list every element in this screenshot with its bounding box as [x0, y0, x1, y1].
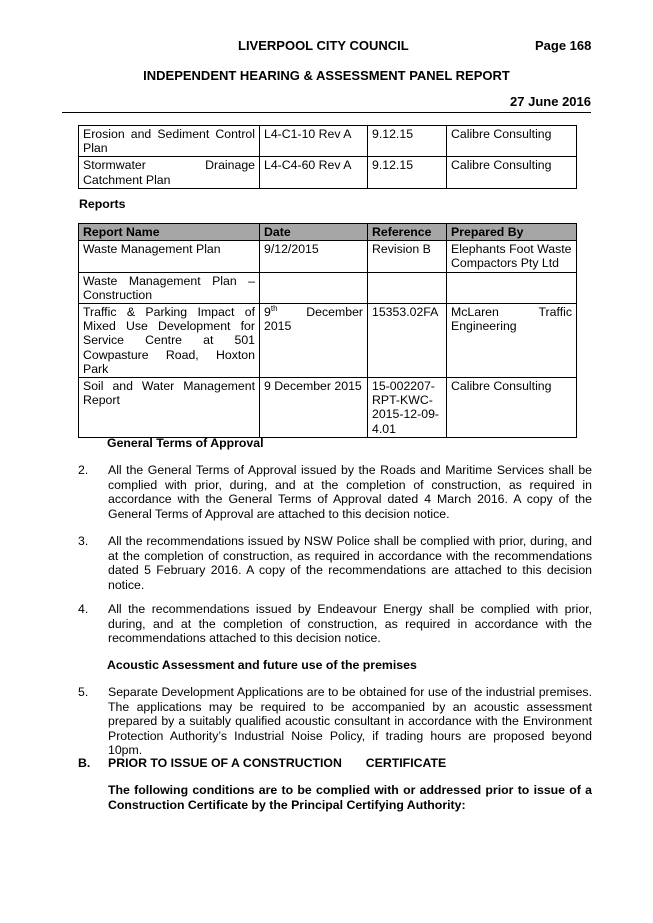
column-header: Report Name: [79, 224, 260, 241]
table-row: [79, 378, 577, 438]
drawing-date: 9.12.15: [368, 126, 447, 157]
condition-number: 4.: [78, 602, 89, 616]
drawing-ref: L4-C1-10 Rev A: [260, 126, 368, 157]
report-reference: [368, 272, 447, 303]
report-date: [260, 272, 368, 303]
table-row: [79, 126, 577, 157]
condition-item: [78, 534, 592, 592]
condition-text: Separate Development Applications are to be obtained for use of the industrial premises. The applications may be required to be accompanied by an acoustic assessment prepared by a suitably qualified acoustic consultant in accordance with the Environment Protection Authority’s Industrial Noise Policy, if trading hours are proposed beyond 10pm.: [108, 685, 592, 757]
report-prepared-by: Calibre Consulting: [447, 378, 577, 438]
section-intro: The following conditions are to be complied with or addressed prior to issue of a Construction Certificate by the Principal Certifying Authority:: [108, 783, 592, 812]
condition-number: 3.: [78, 534, 89, 548]
report-date-day: 9: [264, 305, 271, 320]
report-date: 9 December 2015: [260, 378, 368, 438]
condition-number: 2.: [78, 463, 89, 477]
acoustic-heading: Acoustic Assessment and future use of the premises: [107, 658, 417, 672]
drawing-prepared-by: Calibre Consulting: [447, 157, 577, 188]
column-header: Reference: [368, 224, 447, 241]
table-header-row: [79, 224, 577, 241]
report-prepared-by: Elephants Foot Waste Compactors Pty Ltd: [447, 241, 577, 272]
report-name: Waste Management Plan: [79, 241, 260, 272]
condition-text: All the recommendations issued by Endeavour Energy shall be complied with prior, during, and at the completion of construction, as required in accordance with the recommendations attached to this decision notice.: [108, 602, 592, 645]
report-name: Soil and Water Management Report: [79, 378, 260, 438]
council-name: LIVERPOOL CITY COUNCIL: [238, 38, 409, 53]
condition-number: 5.: [78, 685, 89, 699]
condition-item: [78, 602, 592, 646]
condition-item: [78, 685, 592, 758]
general-terms-heading: General Terms of Approval: [107, 436, 264, 450]
report-date: 9/12/2015: [260, 241, 368, 272]
page-number: Page 168: [535, 38, 592, 53]
table-row: [79, 241, 577, 272]
condition-text: All the recommendations issued by NSW Police shall be complied with prior, during, and at the completion of construction, as required in accordance with the recommendations dated 5 February 2016. A copy of the recommendations are attached to this decision notice.: [108, 534, 592, 592]
report-title: INDEPENDENT HEARING & ASSESSMENT PANEL REPORT: [143, 68, 510, 83]
table-row: [79, 157, 577, 188]
table-row: [79, 272, 577, 303]
report-date: [260, 304, 368, 378]
header-divider: [62, 112, 591, 113]
drawing-ref: L4-C4-60 Rev A: [260, 157, 368, 188]
drawing-name: Erosion and Sediment Control Plan: [79, 126, 260, 157]
drawing-date: 9.12.15: [368, 157, 447, 188]
column-header: Prepared By: [447, 224, 577, 241]
reports-heading: Reports: [79, 197, 126, 211]
drawing-name: Stormwater Drainage Catchment Plan: [79, 157, 260, 188]
condition-item: [78, 463, 592, 521]
drawing-prepared-by: Calibre Consulting: [447, 126, 577, 157]
report-name: Traffic & Parking Impact of Mixed Use Development for Service Centre at 501 Cowpasture Road, Hoxton Park: [79, 304, 260, 378]
report-date-suffix: th: [270, 303, 278, 313]
report-prepared-by: [447, 272, 577, 303]
report-date-rest: December 2015: [264, 305, 363, 334]
column-header: Date: [260, 224, 368, 241]
report-reference: Revision B: [368, 241, 447, 272]
condition-text: All the General Terms of Approval issued by the Roads and Maritime Services shall be complied with prior, during, and at the completion of construction, as required in accordance with the General Terms of Approval dated 4 March 2016. A copy of the General Terms of Approval are attached to this decision notice.: [108, 463, 592, 521]
section-letter: B.: [78, 756, 91, 770]
section-title: PRIOR TO ISSUE OF A CONSTRUCTION CERTIFICATE: [108, 756, 447, 770]
reports-table: [78, 223, 577, 438]
report-date: 27 June 2016: [510, 94, 591, 109]
report-name: Waste Management Plan – Construction: [79, 272, 260, 303]
report-prepared-by: McLaren Traffic Engineering: [447, 304, 577, 378]
report-reference: 15-002207-RPT-KWC-2015-12-09-4.01: [368, 378, 447, 438]
table-row: [79, 304, 577, 378]
report-reference: 15353.02FA: [368, 304, 447, 378]
drawings-table: [78, 125, 577, 189]
